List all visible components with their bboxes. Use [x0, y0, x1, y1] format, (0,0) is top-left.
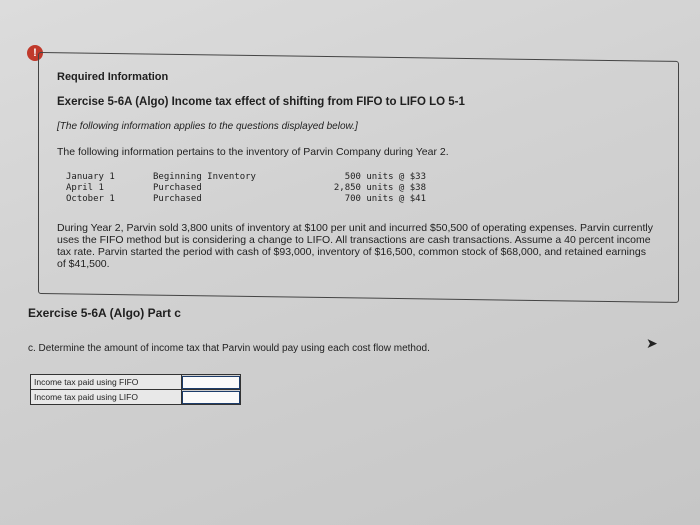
inventory-row — [66, 183, 426, 194]
inventory-table — [66, 172, 426, 205]
inventory-date: April 1 — [66, 183, 104, 193]
inventory-date: October 1 — [66, 194, 115, 204]
answer-cell — [182, 390, 241, 405]
inventory-quantity: 2,850 units @ $38 — [333, 183, 426, 193]
answer-row-fifo — [31, 375, 241, 390]
inventory-date: January 1 — [66, 172, 115, 182]
alert-icon: ! — [27, 45, 43, 61]
required-information-label: Required Information — [57, 71, 169, 83]
inventory-description: Beginning Inventory — [153, 172, 256, 182]
inventory-quantity: 500 units @ $33 — [344, 172, 426, 182]
inventory-quantity: 700 units @ $41 — [344, 194, 426, 204]
answer-label: Income tax paid using LIFO — [31, 390, 182, 405]
inventory-description: Purchased — [153, 194, 202, 204]
inventory-row — [66, 172, 426, 183]
part-title: Exercise 5-6A (Algo) Part c — [28, 306, 181, 320]
answer-cell — [182, 375, 241, 390]
inventory-description: Purchased — [153, 183, 202, 193]
mouse-cursor-icon: ➤ — [646, 335, 658, 351]
intro-text: The following information pertains to the inventory of Parvin Company during Year 2. — [57, 146, 449, 158]
answer-label: Income tax paid using FIFO — [31, 375, 182, 390]
inventory-row — [66, 194, 426, 205]
question-text: c. Determine the amount of income tax that Parvin would pay using each cost flow method. — [28, 343, 430, 354]
fifo-tax-input[interactable] — [182, 376, 240, 389]
problem-paragraph: During Year 2, Parvin sold 3,800 units of inventory at $100 per unit and incurred $50,500 of operating expenses. Parvin currently uses the FIFO method but is considering a change to LIFO. All transactions are cash transactions. Assume a 40 percent income tax rate. Parvin started the period with cash of $93,000, inventory of $16,500, common stock of $68,000, and retained earnings of $41,500. — [57, 222, 653, 270]
lifo-tax-input[interactable] — [182, 391, 240, 404]
applies-note: [The following information applies to the questions displayed below.] — [57, 121, 358, 132]
answer-row-lifo — [31, 390, 241, 405]
exercise-title: Exercise 5-6A (Algo) Income tax effect of shifting from FIFO to LIFO LO 5-1 — [57, 96, 465, 108]
answer-table — [30, 374, 241, 405]
